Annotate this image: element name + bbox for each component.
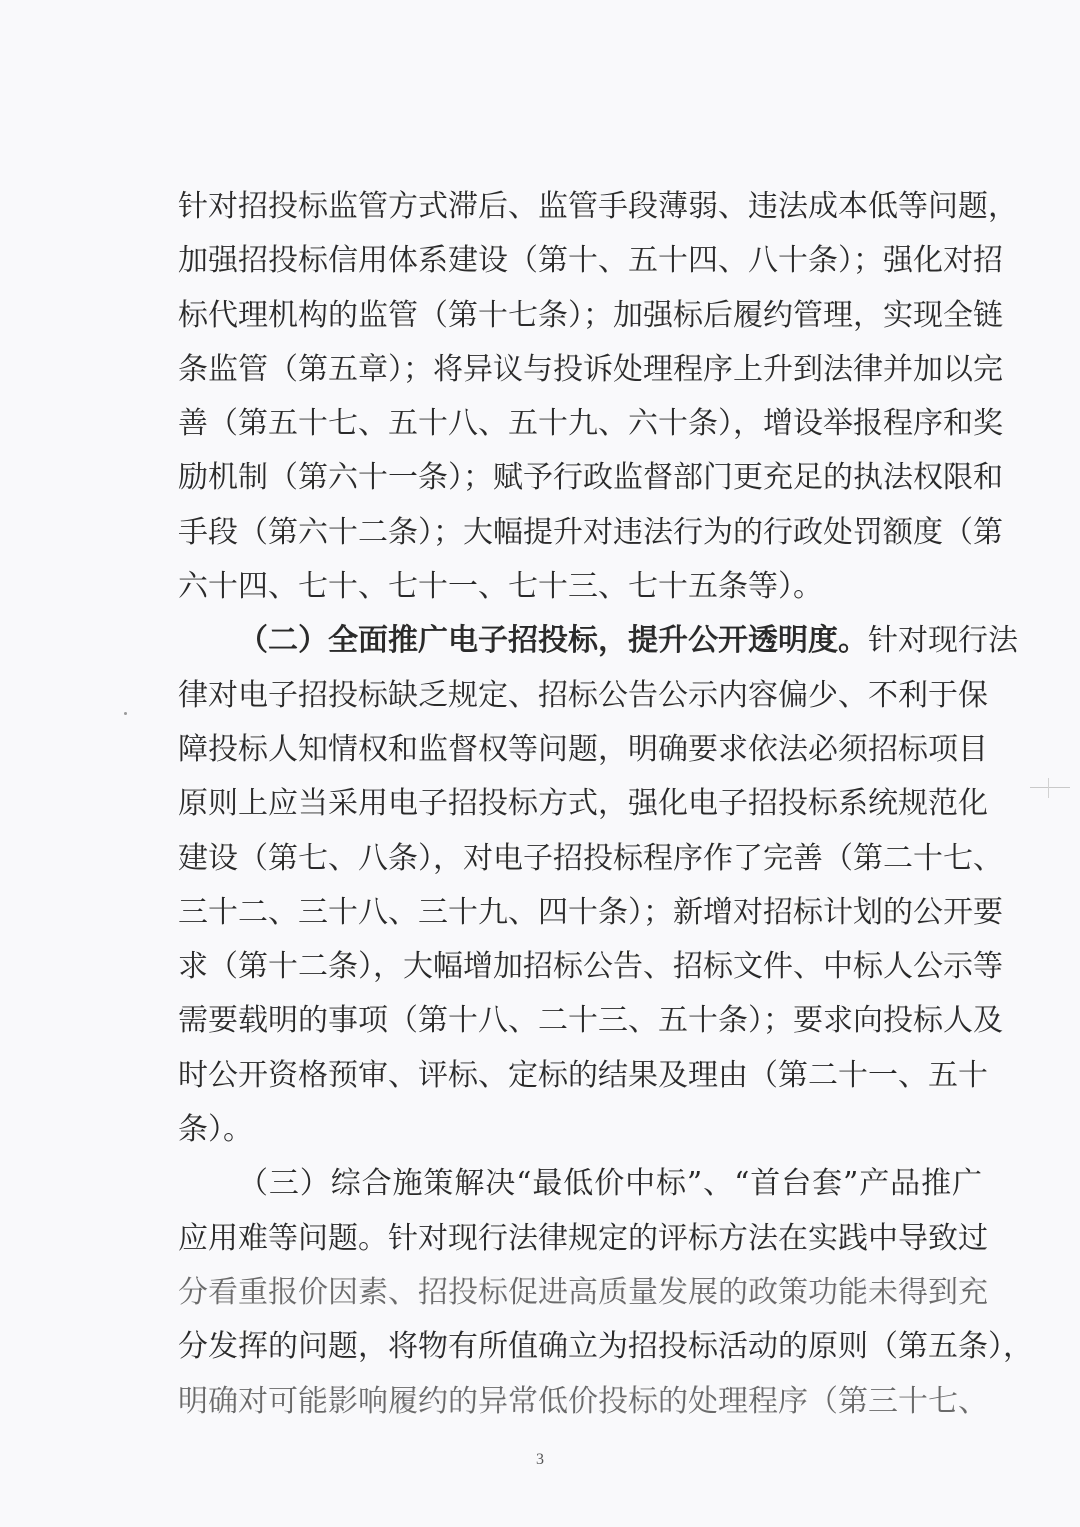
paragraph-line: 手段（第六十二条）；大幅提升对违法行为的行政处罚额度（第 <box>178 514 1003 550</box>
paragraph-line: 三十二、三十八、三十九、四十条）；新增对招标计划的公开要 <box>178 894 1003 930</box>
section-heading-line: （三）综合施策解决“最低价中标”、“首台套”产品推广 <box>238 1166 982 1202</box>
paragraph-line: 条）。 <box>178 1112 253 1148</box>
section-heading: （二）全面推广电子招投标，提升公开透明度。 <box>238 623 868 659</box>
paragraph-line: 障投标人知情权和监督权等问题，明确要求依法必须招标项目 <box>178 731 988 767</box>
section-heading-line <box>178 614 1018 668</box>
paragraph-line: 律对电子招投标缺乏规定、招标公告公示内容偏少、不利于保 <box>178 677 988 713</box>
paragraph-line: 求（第十二条），大幅增加招标公告、招标文件、中标人公示等 <box>178 949 1003 985</box>
paragraph-line: 时公开资格预审、评标、定标的结果及理由（第二十一、五十 <box>178 1057 988 1093</box>
paragraph-line: 应用难等问题。针对现行法律规定的评标方法在实践中导致过 <box>178 1220 988 1256</box>
paragraph-line: 加强招投标信用体系建设（第十、五十四、八十条）；强化对招 <box>178 243 1003 279</box>
section-heading-continuation: 针对现行法 <box>868 623 1018 659</box>
paragraph-line: 针对招投标监管方式滞后、监管手段薄弱、违法成本低等问题， <box>178 189 1018 224</box>
paragraph-line: 明确对可能影响履约的异常低价投标的处理程序（第三十七、 <box>178 1383 988 1419</box>
paragraph-line: 条监管（第五章）；将异议与投诉处理程序上升到法律并加以完 <box>178 351 1003 387</box>
page-number: 3 <box>536 1451 544 1468</box>
paragraph-line: 建设（第七、八条），对电子招投标程序作了完善（第二十七、 <box>178 840 1003 876</box>
paragraph-line: 励机制（第六十一条）；赋予行政监督部门更充足的执法权限和 <box>178 460 1003 496</box>
paragraph-line: 分看重报价因素、招投标促进高质量发展的政策功能未得到充 <box>178 1274 988 1310</box>
paragraph-line: 六十四、七十、七十一、七十三、七十五条等）。 <box>178 569 823 605</box>
paragraph-line: 善（第五十七、五十八、五十九、六十条），增设举报程序和奖 <box>178 406 1003 442</box>
paragraph-line: 分发挥的问题，将物有所值确立为招投标活动的原则（第五条）， <box>178 1329 1033 1365</box>
scan-speck <box>124 712 127 715</box>
paragraph-line: 需要载明的事项（第十八、二十三、五十条）；要求向投标人及 <box>178 1003 1003 1039</box>
scan-edge-mark <box>1030 778 1070 798</box>
paragraph-line: 标代理机构的监管（第十七条）；加强标后履约管理，实现全链 <box>178 297 1003 333</box>
paragraph-line: 原则上应当采用电子招投标方式，强化电子招投标系统规范化 <box>178 786 988 822</box>
document-body <box>178 180 1033 1429</box>
